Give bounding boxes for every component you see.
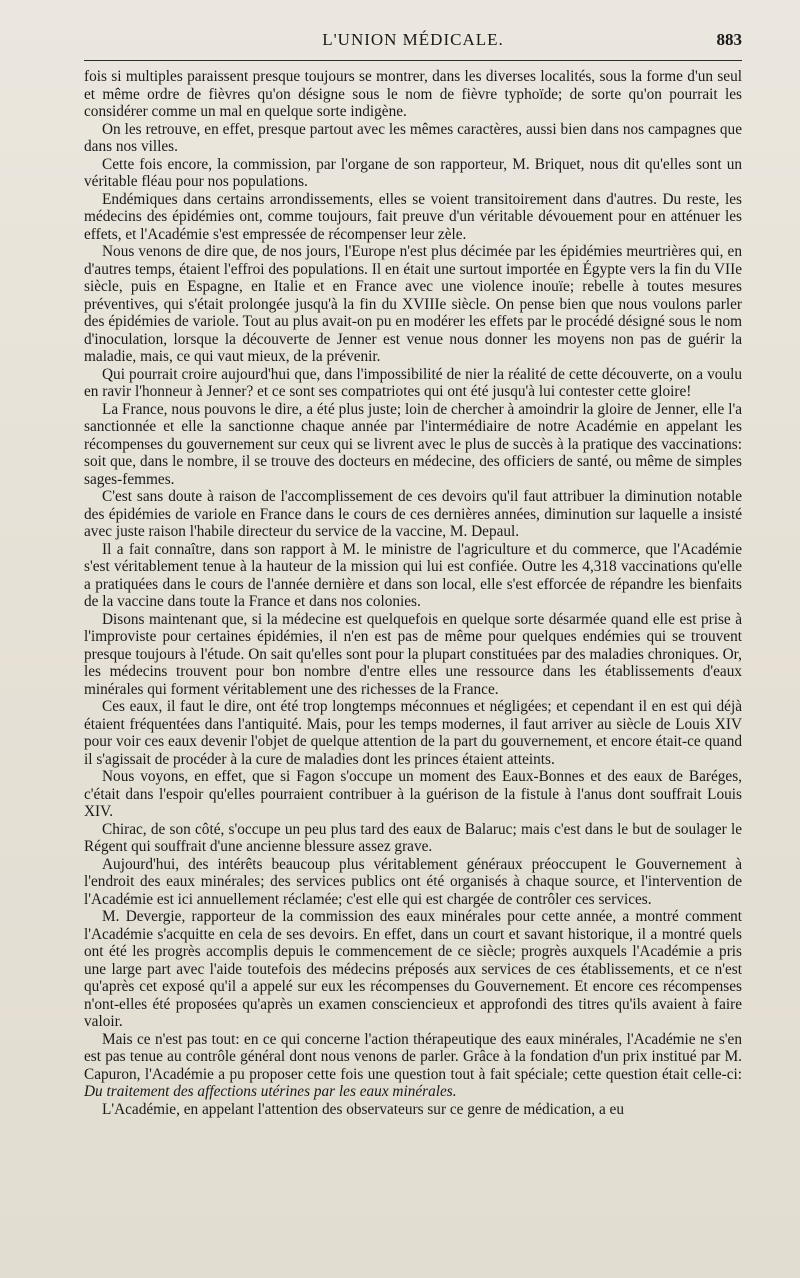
article-body bbox=[84, 68, 742, 1118]
paragraph: fois si multiples paraissent presque toujours se montrer, dans les diverses localités, sous la forme d'un seul et même ordre de fièvres qu'on désigne sous le nom de fièvre typhoïde; de sorte qu'on pourrait les considérer comme un mal en quelque sorte indigène. bbox=[84, 68, 742, 120]
paragraph: Nous venons de dire que, de nos jours, l'Europe n'est plus décimée par les épidémies meurtrières qui, en d'autres temps, étaient l'effroi des populations. Il en était une surtout importée en Égypte vers la fin du VIIe siècle, puis en Espagne, en Italie et en France avec une violence inouïe; rebelle à toutes mesures préventives, qui s'était prolongée jusqu'à la fin du XVIIIe siècle. On pense bien que nous voulons parler des épidémies de variole. Tout au plus avait-on pu en modérer les effets par le procédé désigné sous le nom d'inoculation, lorsque la découverte de Jenner est venue nous donner les moyens non pas de guérir la maladie, mais, ce qui vaut mieux, de la prévenir. bbox=[84, 243, 742, 365]
paragraph: Chirac, de son côté, s'occupe un peu plus tard des eaux de Balaruc; mais c'est dans le but de soulager le Régent qui souffrait d'une ancienne blessure assez grave. bbox=[84, 820, 742, 855]
prize-question-text: Mais ce n'est pas tout: en ce qui concerne l'action thérapeutique des eaux minérales, l'Académie ne s'en est pas tenue au contrôle général dont nous venons de parler. Grâce à la fondation d'un prix institué par M. Capuron, l'Académie a pu proposer cette fois une question tout à fait spéciale; cette question était celle-ci: bbox=[84, 1030, 742, 1083]
paragraph: Aujourd'hui, des intérêts beaucoup plus véritablement généraux préoccupent le Gouvernement à l'endroit des eaux minérales; des services publics ont été organisés à chaque source, et l'intervention de l'Académie est ici annuellement réclamée; c'est elle qui est chargée de contrôler ces services. bbox=[84, 855, 742, 908]
paragraph: Endémiques dans certains arrondissements, elles se voient transitoirement dans d'autres. Du reste, les médecins des épidémies ont, comme toujours, fait preuve d'un véritable dévouement pour en atténuer les effets, et l'Académie s'est empressée de récompenser leur zèle. bbox=[84, 190, 742, 243]
running-title: L'UNION MÉDICALE. bbox=[322, 30, 504, 49]
paragraph: Disons maintenant que, si la médecine est quelquefois en quelque sorte désarmée quand elle est prise à l'improviste pour certaines épidémies, il n'en est pas de même pour quelques endémies qui se trouvent presque toujours à l'étude. On sait qu'elles sont pour la plupart constituées par des maladies chroniques. Or, les médecins trouvent pour bon nombre d'entre elles une ressource dans les établissements d'eaux minérales qui forment véritablement une des richesses de la France. bbox=[84, 610, 742, 698]
page-number: 883 bbox=[716, 30, 742, 49]
page-header bbox=[84, 30, 742, 60]
paragraph: Ces eaux, il faut le dire, ont été trop longtemps méconnues et négligées; et cependant il en est qui déjà étaient fréquentées dans l'antiquité. Mais, pour les temps modernes, il faut arriver au siècle de Louis XIV pour voir ces eaux devenir l'objet de quelque attention de la part du gouvernement, et encore était-ce quand il s'agissait de procéder à la cure de maladies dont les princes étaient atteints. bbox=[84, 698, 742, 768]
paragraph: Qui pourrait croire aujourd'hui que, dans l'impossibilité de nier la réalité de cette découverte, on a voulu en ravir l'honneur à Jenner? et ce sont ses compatriotes qui ont été jusqu'à lui contester cette gloire! bbox=[84, 365, 742, 400]
paragraph: On les retrouve, en effet, presque partout avec les mêmes caractères, aussi bien dans nos campagnes que dans nos villes. bbox=[84, 120, 742, 155]
paragraph-prize-question bbox=[84, 1031, 742, 1101]
header-rule bbox=[84, 60, 742, 61]
paragraph: Nous voyons, en effet, que si Fagon s'occupe un moment des Eaux-Bonnes et des eaux de Baréges, c'était dans l'espoir qu'elles pourraient contribuer à la guérison de la fistule à l'anus dont souffrait Louis XIV. bbox=[84, 768, 742, 820]
paragraph: Cette fois encore, la commission, par l'organe de son rapporteur, M. Briquet, nous dit qu'elles sont un véritable fléau pour nos populations. bbox=[84, 155, 742, 190]
paragraph: Il a fait connaître, dans son rapport à M. le ministre de l'agriculture et du commerce, que l'Académie s'est véritablement tenue à la hauteur de la mission qui lui est confiée. Outre les 4,318 vaccinations qu'elle a pratiquées dans le cours de l'année dernière et dans son local, elle s'est efforcée de répandre les bienfaits de la vaccine dans toute la France et dans nos colonies. bbox=[84, 540, 742, 610]
paragraph: C'est sans doute à raison de l'accomplissement de ces devoirs qu'il faut attribuer la diminution notable des épidémies de variole en France dans le cours de ces dernières années, diminution sur laquelle a insisté avec juste raison l'habile directeur du service de la vaccine, M. Depaul. bbox=[84, 488, 742, 540]
paragraph: La France, nous pouvons le dire, a été plus juste; loin de chercher à amoindrir la gloire de Jenner, elle l'a sanctionnée et elle la sanctionne chaque année par l'intermédiaire de notre Académie en appelant les récompenses du gouvernement sur ceux qui se livrent avec le plus de succès à la pratique des vaccinations: soit que, dans le nombre, il se trouve des docteurs en médecine, des officiers de santé, ou même de simples sages-femmes. bbox=[84, 400, 742, 488]
closing-line: L'Académie, en appelant l'attention des observateurs sur ce genre de médication, a eu bbox=[102, 1100, 624, 1118]
paragraph: M. Devergie, rapporteur de la commission des eaux minérales pour cette année, a montré comment l'Académie s'acquitte en cela de ses devoirs. En effet, dans un court et savant historique, il a montré quels ont été les progrès accomplis depuis le commencement de ce siècle; progrès auxquels l'Académie a pris une large part avec l'aide toutefois des médecins préposés aux services de ces établissements, et ce n'est qu'après cet exposé qu'il a appelé sur eux les récompenses du Gouvernement. Et encore ces récompenses n'ont-elles été proposées qu'après un examen consciencieux et approfondi des titres qu'ils avaient à faire valoir. bbox=[84, 908, 742, 1030]
prize-question-title: Du traitement des affections utérines par les eaux minérales. bbox=[84, 1083, 457, 1100]
